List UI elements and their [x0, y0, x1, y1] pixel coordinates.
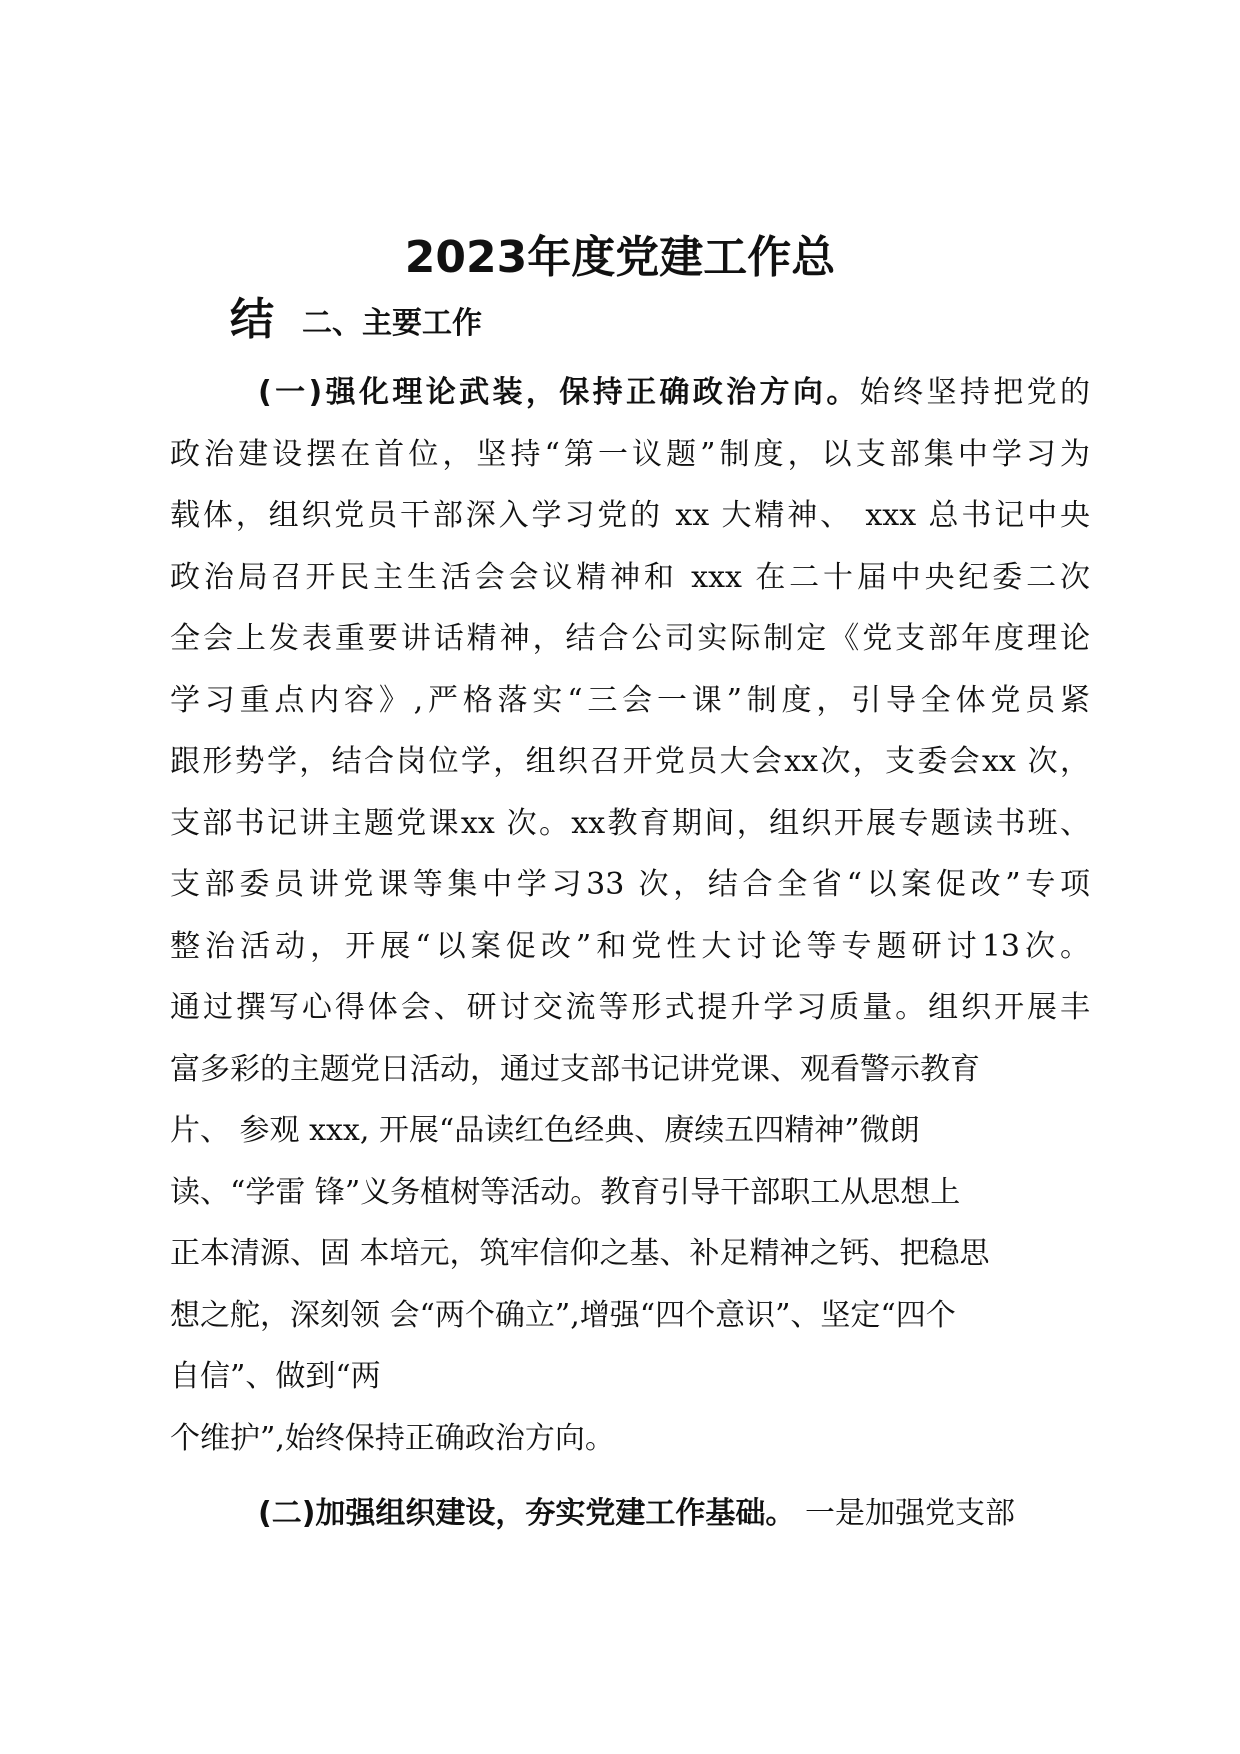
document-title: 2023年度党建工作总 [404, 232, 836, 283]
paragraph-line: 片、 参观 xxx, 开展“品读红色经典、赓续五四精神”微朗 [170, 1113, 920, 1148]
paragraph-line: 支部委员讲党课等集中学习33 次，结合全省“以案促改”专项 [170, 867, 1090, 902]
paragraph-line: 跟形势学，结合岗位学，组织召开党员大会xx次，支委会xx 次， [170, 744, 1090, 779]
paragraph-2-lead: (二)加强组织建设，夯实党建工作基础。 [258, 1496, 796, 1531]
paragraph-line: 全会上发表重要讲话精神，结合公司实际制定《党支部年度理论 [170, 621, 1090, 656]
paragraph-line: 个维护”,始终保持正确政治方向。 [170, 1420, 615, 1456]
paragraph-line: 政治局召开民主生活会会议精神和 xxx 在二十届中央纪委二次 [170, 559, 1090, 595]
paragraph-line: 政治建设摆在首位，坚持“第一议题”制度，以支部集中学习为 [170, 436, 1090, 472]
paragraph-line: 支部书记讲主题党课xx 次。xx教育期间，组织开展专题读书班、 [170, 805, 1090, 841]
paragraph-1-lead: (一)强化理论武装，保持正确政治方向。 [258, 375, 860, 410]
paragraph-line: 通过撰写心得体会、研讨交流等形式提升学习质量。组织开展丰 [170, 990, 1090, 1025]
paragraph-line: 读、“学雷 锋”义务植树等活动。教育引导干部职工从思想上 [170, 1174, 961, 1210]
paragraph-line: 整治活动，开展“以案促改”和党性大讨论等专题研讨13次。 [170, 928, 1090, 964]
paragraph-line: 自信”、做到“两 [170, 1359, 381, 1394]
paragraph-1-line1-rest: 始终坚持把党的 [859, 375, 1091, 410]
paragraph-line: 正本清源、固 本培元，筑牢信仰之基、补足精神之钙、把稳思 [170, 1236, 990, 1271]
paragraph-gap [170, 1469, 1090, 1483]
title-continuation-row [230, 292, 482, 348]
paragraph-2-rest: 一是加强党支部 [795, 1496, 1015, 1531]
body-text [170, 362, 1090, 1545]
section-heading: 二、主要工作 [302, 306, 482, 341]
paragraph-1-first-line [170, 362, 1090, 424]
paragraph-line: 学习重点内容》,严格落实“三会一课”制度，引导全体党员紧 [170, 682, 1090, 718]
paragraph-2-first-line [170, 1483, 1090, 1545]
document-title-continuation: 结 [230, 294, 274, 345]
paragraph-line: 载体，组织党员干部深入学习党的 xx 大精神、 xxx 总书记中央 [170, 498, 1090, 533]
paragraph-line: 想之舵，深刻领 会“两个确立”,增强“四个意识”、坚定“四个 [170, 1297, 956, 1333]
paragraph-line: 富多彩的主题党日活动，通过支部书记讲党课、观看警示教育 [170, 1051, 980, 1087]
